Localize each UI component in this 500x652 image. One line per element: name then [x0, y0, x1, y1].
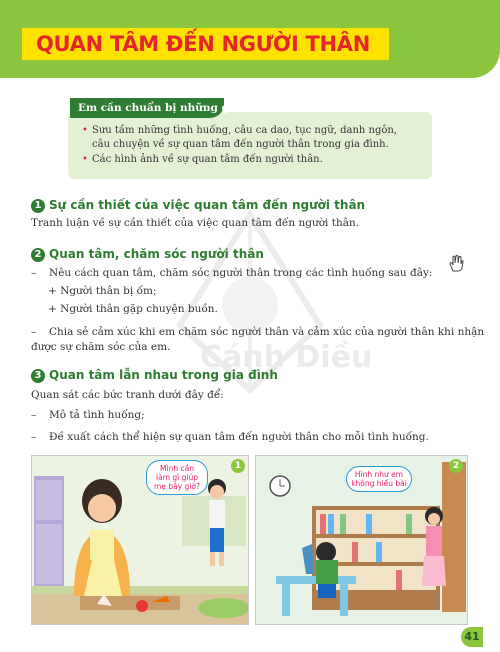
section-2-subitem: + Người thân gặp chuyện buồn.: [48, 303, 218, 315]
section-2-line-continued: được sự chăm sóc của em.: [31, 341, 171, 353]
bullet-icon: •: [82, 125, 88, 136]
section-number-badge: 3: [31, 369, 45, 383]
speech-bubble-2: Hình như em không hiểu bài: [346, 466, 412, 492]
illustration-2: [255, 455, 468, 625]
section-2-heading: 2 Quan tâm, chăm sóc người thân: [31, 245, 264, 263]
page-number: 41: [461, 627, 483, 647]
section-3-intro: Quan sát các bức tranh dưới đây để:: [31, 389, 224, 401]
illustration-number-1: 1: [231, 459, 245, 473]
speech-bubble-1: Mình cần làm gì giúp mẹ bây giờ?: [146, 460, 208, 495]
section-1-heading: 1 Sự cần thiết của việc quan tâm đến người thân: [31, 196, 365, 214]
prepare-item: • Sưu tầm những tình huống, câu ca dao, tục ngữ, danh ngôn,: [82, 125, 397, 136]
section-number-badge: 1: [31, 199, 45, 213]
bullet-icon: •: [82, 154, 88, 165]
section-number-badge: 2: [31, 248, 45, 262]
prepare-item-continued: câu chuyện về sự quan tâm đến người thân trong gia đình.: [92, 139, 389, 150]
kitchen-scene: [32, 456, 248, 624]
lesson-title: QUAN TÂM ĐẾN NGƯỜI THÂN: [36, 32, 371, 56]
section-3-item: – Đề xuất cách thể hiện sự quan tâm đến người thân cho mỗi tình huống.: [31, 431, 429, 443]
section-3-item: – Mô tả tình huống;: [31, 409, 145, 421]
prepare-item: • Các hình ảnh về sự quan tâm đến người thân.: [82, 154, 323, 165]
prepare-heading: Em cần chuẩn bị những gì?: [70, 98, 224, 118]
watermark-text: Cánh Diều: [200, 340, 373, 375]
section-2-line: – Chia sẻ cảm xúc khi em chăm sóc người thân và cảm xúc của người thân khi nhận: [31, 326, 485, 338]
section-3-heading: 3 Quan tâm lẫn nhau trong gia đình: [31, 366, 278, 384]
illustration-number-2: 2: [449, 459, 463, 473]
illustration-1: [31, 455, 249, 625]
section-1-text: Tranh luận về sự cần thiết của việc quan tâm đến người thân.: [31, 217, 360, 229]
section-2-subitem: + Người thân bị ốm;: [48, 285, 157, 297]
section-2-line: – Nêu cách quan tâm, chăm sóc người thân trong các tình huống sau đây:: [31, 267, 433, 279]
hand-cursor-icon: [448, 255, 464, 273]
